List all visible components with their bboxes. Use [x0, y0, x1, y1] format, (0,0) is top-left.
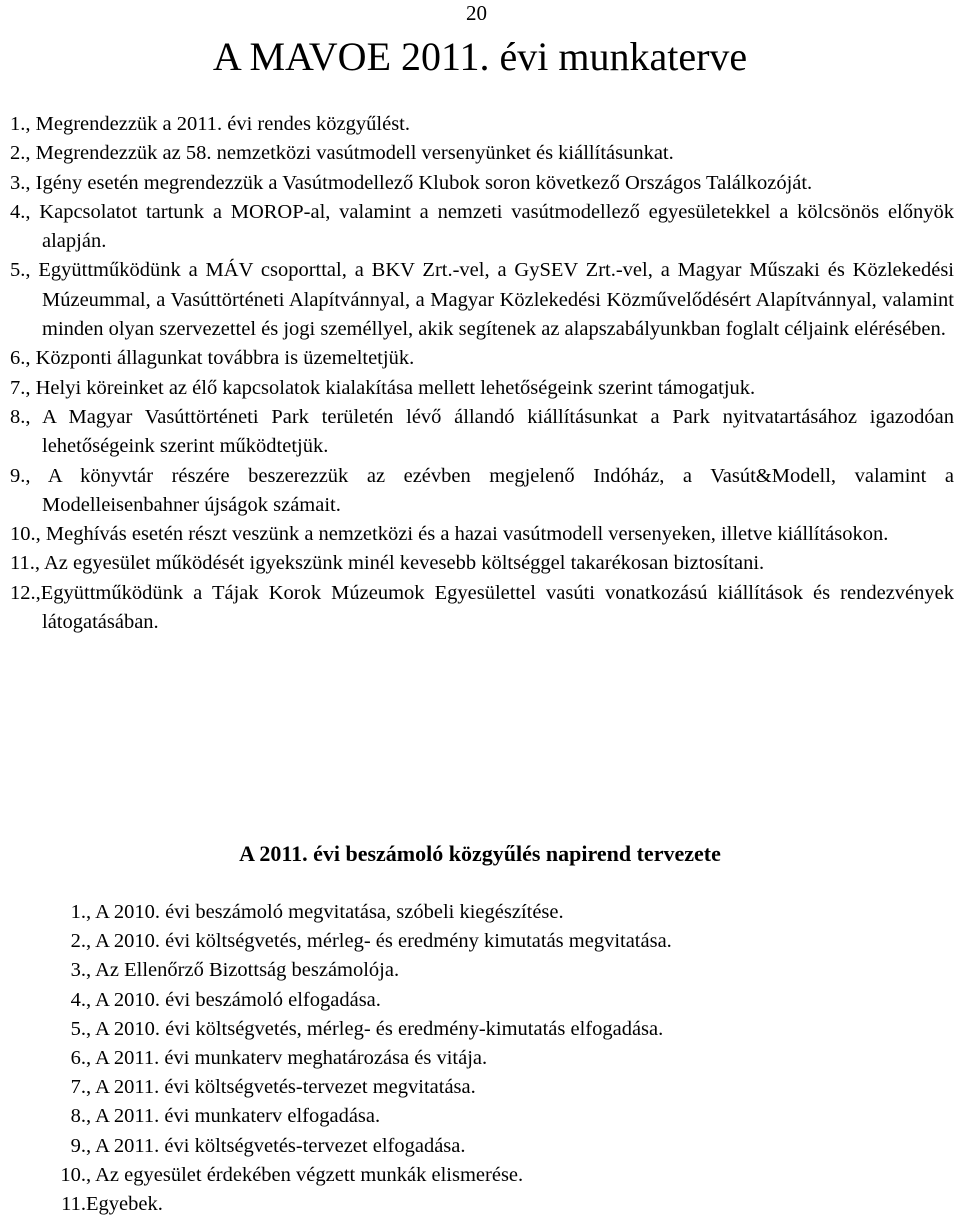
list-item [36, 1044, 936, 1073]
item-text: , Kapcsolatot tartunk a MOROP-al, valamint a nemzeti vasútmodellező egyesületekkel a kölcsönös előnyök alapján. [25, 200, 954, 253]
item-number: 5. [10, 259, 26, 282]
list-item [36, 986, 936, 1015]
item-text: , A 2010. évi beszámoló megvitatása, szóbeli kiegészítése. [86, 901, 564, 923]
item-number: 1. [70, 901, 86, 923]
item-text: , Együttműködünk a MÁV csoporttal, a BKV Zrt.-vel, a GySEV Zrt.-vel, a Magyar Műszaki és Közlekedési Múzeummal, a Vasúttörténeti Alapítvánnyal, a Magyar Közlekedési Közművelődésért Alapítvánnyal, valamint minden olyan szervezettel és jogi személlyel, akik segítenek az alapszabályunkban foglalt céljaink elérésében. [25, 259, 954, 341]
item-text: , A 2011. évi költségvetés-tervezet megvitatása. [86, 1076, 476, 1099]
list-item [10, 344, 954, 373]
list-item [36, 956, 936, 985]
item-text: , A 2011. évi költségvetés-tervezet elfogadása. [86, 1134, 466, 1157]
list-item [10, 169, 954, 198]
item-number: 2. [70, 930, 86, 953]
item-number: 1. [10, 113, 26, 135]
item-number: 11. [61, 1193, 86, 1216]
item-text: , Az Ellenőrző Bizottság beszámolója. [86, 959, 400, 982]
work-plan-list [10, 110, 954, 637]
item-text: , Az egyesület működését igyekszünk minél kevesebb költséggel takarékosan biztosítani. [34, 552, 765, 575]
item-number: 11. [10, 552, 35, 575]
item-number: 6. [10, 347, 26, 370]
item-text: , A 2010. évi költségvetés, mérleg- és eredmény-kimutatás elfogadása. [86, 1017, 664, 1040]
item-text: , Meghívás esetén részt veszünk a nemzetközi és a hazai vasútmodell versenyeken, illetve kiállításokon. [35, 523, 889, 546]
item-text: , Központi állagunkat továbbra is üzemeltetjük. [25, 347, 415, 370]
item-number: 4. [70, 988, 86, 1011]
item-text: , Igény esetén megrendezzük a Vasútmodellező Klubok soron következő Országos Találkozóját. [25, 171, 813, 194]
item-number: 12. [10, 581, 36, 604]
list-item [36, 1132, 936, 1161]
list-item [10, 403, 954, 462]
list-item [36, 927, 936, 956]
item-text: , A 2011. évi munkaterv elfogadása. [86, 1105, 381, 1128]
item-number: 7. [10, 376, 26, 399]
item-number: 2. [10, 142, 26, 165]
list-item [36, 1161, 936, 1190]
list-item [10, 256, 954, 344]
item-number: 9. [10, 464, 26, 487]
item-number: 3. [70, 959, 86, 982]
item-number: 10. [10, 523, 36, 546]
list-item [10, 198, 954, 257]
item-number: 7. [70, 1076, 86, 1099]
list-item [10, 374, 954, 403]
page-title: A MAVOE 2011. évi munkaterve [212, 34, 748, 79]
item-text: , Az egyesület érdekében végzett munkák elismerése. [86, 1163, 524, 1186]
item-number: 4. [10, 200, 26, 223]
item-number: 8. [10, 405, 26, 428]
list-item [36, 1073, 936, 1102]
item-text: , A 2011. évi munkaterv meghatározása és vitája. [86, 1047, 488, 1070]
item-number: 9. [70, 1134, 86, 1157]
list-item [10, 579, 954, 638]
item-text: , A Magyar Vasúttörténeti Park területén lévő állandó kiállításunkat a Park nyitvatartásához igazodóan lehetőségeink szerint működtetjük. [25, 405, 954, 458]
list-item [10, 520, 954, 549]
list-item [10, 462, 954, 521]
list-item [36, 1190, 936, 1219]
item-text: , A 2010. évi költségvetés, mérleg- és eredmény kimutatás megvitatása. [86, 930, 672, 953]
item-number: 3. [10, 171, 26, 194]
item-number: 5. [70, 1017, 86, 1040]
item-number: 6. [70, 1047, 86, 1070]
item-text: Egyebek. [86, 1193, 163, 1216]
list-item [10, 110, 954, 139]
item-number: 10. [60, 1163, 86, 1186]
list-item [36, 1102, 936, 1131]
item-text: , Megrendezzük az 58. nemzetközi vasútmodell versenyünket és kiállításunkat. [25, 142, 674, 165]
item-number: 8. [70, 1105, 86, 1128]
item-text: , Megrendezzük a 2011. évi rendes közgyűlést. [25, 113, 411, 135]
list-item [36, 898, 936, 927]
list-item [10, 549, 954, 578]
agenda-title: A 2011. évi beszámoló közgyűlés napirend tervezete [239, 841, 721, 866]
item-text: , Helyi köreinket az élő kapcsolatok kialakítása mellett lehetőségeink szerint támogatjuk. [25, 376, 756, 399]
item-text: , A 2010. évi beszámoló elfogadása. [86, 988, 381, 1011]
item-text: ,Együttműködünk a Tájak Korok Múzeumok Egyesülettel vasúti vonatkozású kiállítások és rendezvények látogatásában. [35, 581, 954, 634]
page-number: 20 [466, 1, 487, 25]
agenda-list [36, 898, 936, 1219]
list-item [10, 139, 954, 168]
item-text: , A könyvtár részére beszerezzük az ezévben megjelenő Indóház, a Vasút&Modell, valamint a Modelleisenbahner újságok számait. [25, 464, 954, 516]
list-item [36, 1015, 936, 1044]
